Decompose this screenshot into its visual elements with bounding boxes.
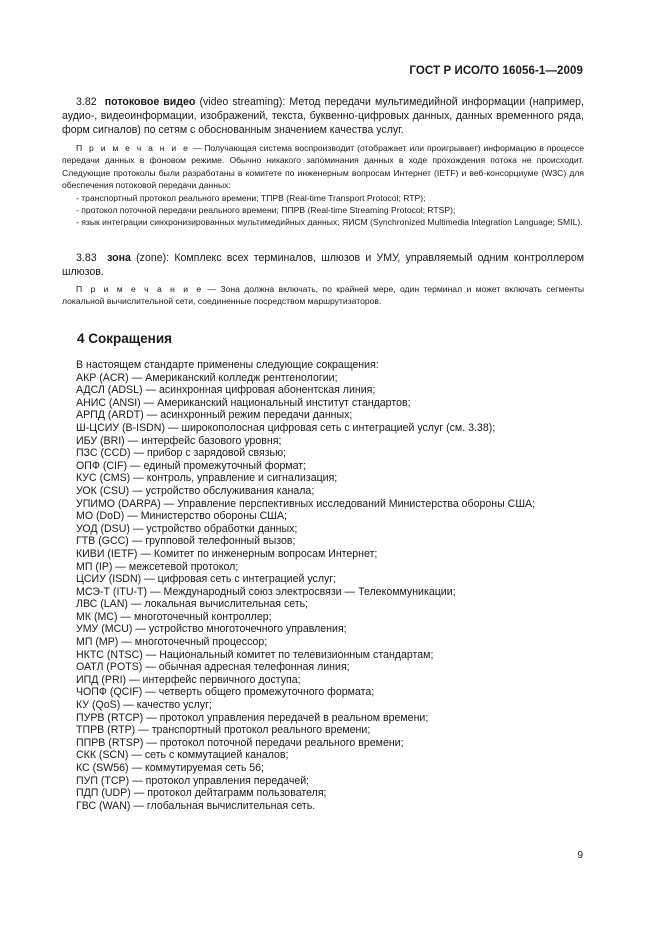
abbreviation-item: УОД (DSU) — устройство обработки данных; (76, 522, 298, 535)
abbreviation-item: МП (MP) — многоточечный процессор; (76, 636, 268, 649)
abbreviation-item: ПУП (TCP) — протокол управления передачей; (76, 774, 310, 787)
abbreviation-item: МК (MC) — многоточечный контроллер; (76, 610, 272, 623)
abbreviation-item: ЛВС (LAN) — локальная вычислительная сеть; (76, 598, 309, 611)
page-number: 9 (577, 850, 583, 861)
abbreviation-item: АДСЛ (ADSL) — асинхронная цифровая абонентская линия; (76, 384, 376, 397)
term-definition: (zone): Комплекс всех терминалов, шлюзов и УМУ, управляемый одним контроллером шлюзов. (62, 252, 584, 278)
abbreviation-items (76, 372, 596, 813)
document-header: ГОСТ Р ИСО/ТО 16056-1—2009 (409, 65, 583, 77)
abbreviation-item: КУС (CMS) — контроль, управление и сигнализация; (76, 472, 338, 485)
note-3-82 (62, 142, 584, 229)
note-list-item: - язык интеграции синхронизированных мультимедийных данных; ЯИСМ (Synchronized Multimedia Integration Language; SMIL). (76, 217, 583, 228)
abbreviation-item: АРПД (ARDT) — асинхронный режим передачи данных; (76, 409, 353, 422)
abbreviation-list (76, 359, 596, 812)
abbreviation-item: ПУРВ (RTCP) — протокол управления передачей в реальном времени; (76, 711, 429, 724)
abbreviation-item: ГТВ (GCC) — групповой телефонный вызов; (76, 535, 296, 548)
term-3-83 (62, 251, 584, 279)
note-text: — Получающая система воспроизводит (отображает или проигрывает) информацию в процессе передачи данных в фоновом режиме. Обычно никакого запоминания данных в ходе прохождения потока не происходит. Следующие протоколы были разработаны в комитете по инженерным вопросам Интернет (IETF) и веб-консорциуме (W3C) для обеспечения потоковой передачи данных: (62, 143, 584, 191)
term-3-82 (62, 95, 584, 137)
abbreviation-item: МО (DoD) — Министерство обороны США; (76, 510, 287, 523)
term-name: зона (107, 252, 131, 264)
note-label: П р и м е ч а н и е (76, 143, 190, 153)
abbreviation-item: ИБУ (BRI) — интерфейс базового уровня; (76, 434, 282, 447)
abbreviation-item: ЦСИУ (ISDN) — цифровая сеть с интеграцией услуг; (76, 573, 337, 586)
note-list-item: - протокол поточной передачи реального времени; ППРВ (Real-time Streaming Protocol; RTSP); (76, 205, 456, 216)
abbreviation-item: ИПД (PRI) — интерфейс первичного доступа; (76, 673, 301, 686)
abbreviation-item: ТПРВ (RTP) — транспортный протокол реального времени; (76, 724, 371, 737)
abbreviation-item: АКР (ACR) — Американский колледж рентгенологии; (76, 371, 338, 384)
section-heading: 4 Сокращения (77, 331, 172, 346)
term-number: 3.82 (76, 96, 97, 108)
note-3-83 (62, 283, 584, 308)
abbreviation-item: СКК (SCN) — сеть с коммутацией каналов; (76, 749, 289, 762)
abbreviation-item: КИВИ (IETF) — Комитет по инженерным вопросам Интернет; (76, 547, 378, 560)
abbreviation-item: УОК (CSU) — устройство обслуживания канала; (76, 484, 315, 497)
abbreviation-intro: В настоящем стандарте применены следующие сокращения: (76, 359, 379, 371)
note-text: — Зона должна включать, по крайней мере, один терминал и может включать сегменты локальной вычислительной сети, соединенные посредством маршрутизаторов. (62, 284, 584, 307)
abbreviation-item: УПИМО (DARPA) — Управление перспективных исследований Министерства обороны США; (76, 497, 536, 510)
note-label: П р и м е ч а н и е (76, 284, 204, 294)
abbreviation-item: НКТС (NTSC) — Национальный комитет по телевизионным стандартам; (76, 648, 434, 661)
note-list-item: - транспортный протокол реального времени; ТПРВ (Real-time Transport Protocol; RTP); (76, 192, 426, 203)
abbreviation-item: Ш-ЦСИУ (B-ISDN) — широкополосная цифровая сеть с интеграцией услуг (см. 3.38); (76, 421, 496, 434)
term-number: 3.83 (76, 252, 97, 264)
abbreviation-item: МСЭ-Т (ITU-T) — Международный союз электросвязи — Телекоммуникации; (76, 585, 456, 598)
abbreviation-item: КУ (QoS) — качество услуг; (76, 699, 212, 712)
term-definition: (video streaming): Метод передачи мультимедийной информации (например, аудио-, видеоинформации, изображений, текста, буквенно-цифровых данных, данных временного ряда, форм сигналов) по сетям с обоснованным значением качества услуг. (62, 96, 584, 136)
abbreviation-item: УМУ (MCU) — устройство многоточечного управления; (76, 623, 347, 636)
abbreviation-item: ППРВ (RTSP) — протокол поточной передачи реального времени; (76, 736, 404, 749)
abbreviation-item: ОПФ (CIF) — единый промежуточный формат; (76, 459, 307, 472)
term-name: потоковое видео (104, 96, 196, 108)
abbreviation-item: МП (IP) — межсетевой протокол; (76, 560, 239, 573)
abbreviation-item: ПЗС (CCD) — прибор с зарядовой связью; (76, 447, 286, 460)
abbreviation-item: ГВС (WAN) — глобальная вычислительная сеть. (76, 799, 316, 812)
abbreviation-item: АНИС (ANSI) — Американский национальный институт стандартов; (76, 396, 411, 409)
abbreviation-item: ЧОПФ (QCIF) — четверть общего промежуточного формата; (76, 686, 375, 699)
abbreviation-item: ОАТЛ (POTS) — обычная адресная телефонная линия; (76, 661, 350, 674)
abbreviation-item: КС (SW56) — коммутируемая сеть 56; (76, 762, 265, 774)
abbreviation-item: ПДП (UDP) — протокол дейтаграмм пользователя; (76, 787, 327, 800)
